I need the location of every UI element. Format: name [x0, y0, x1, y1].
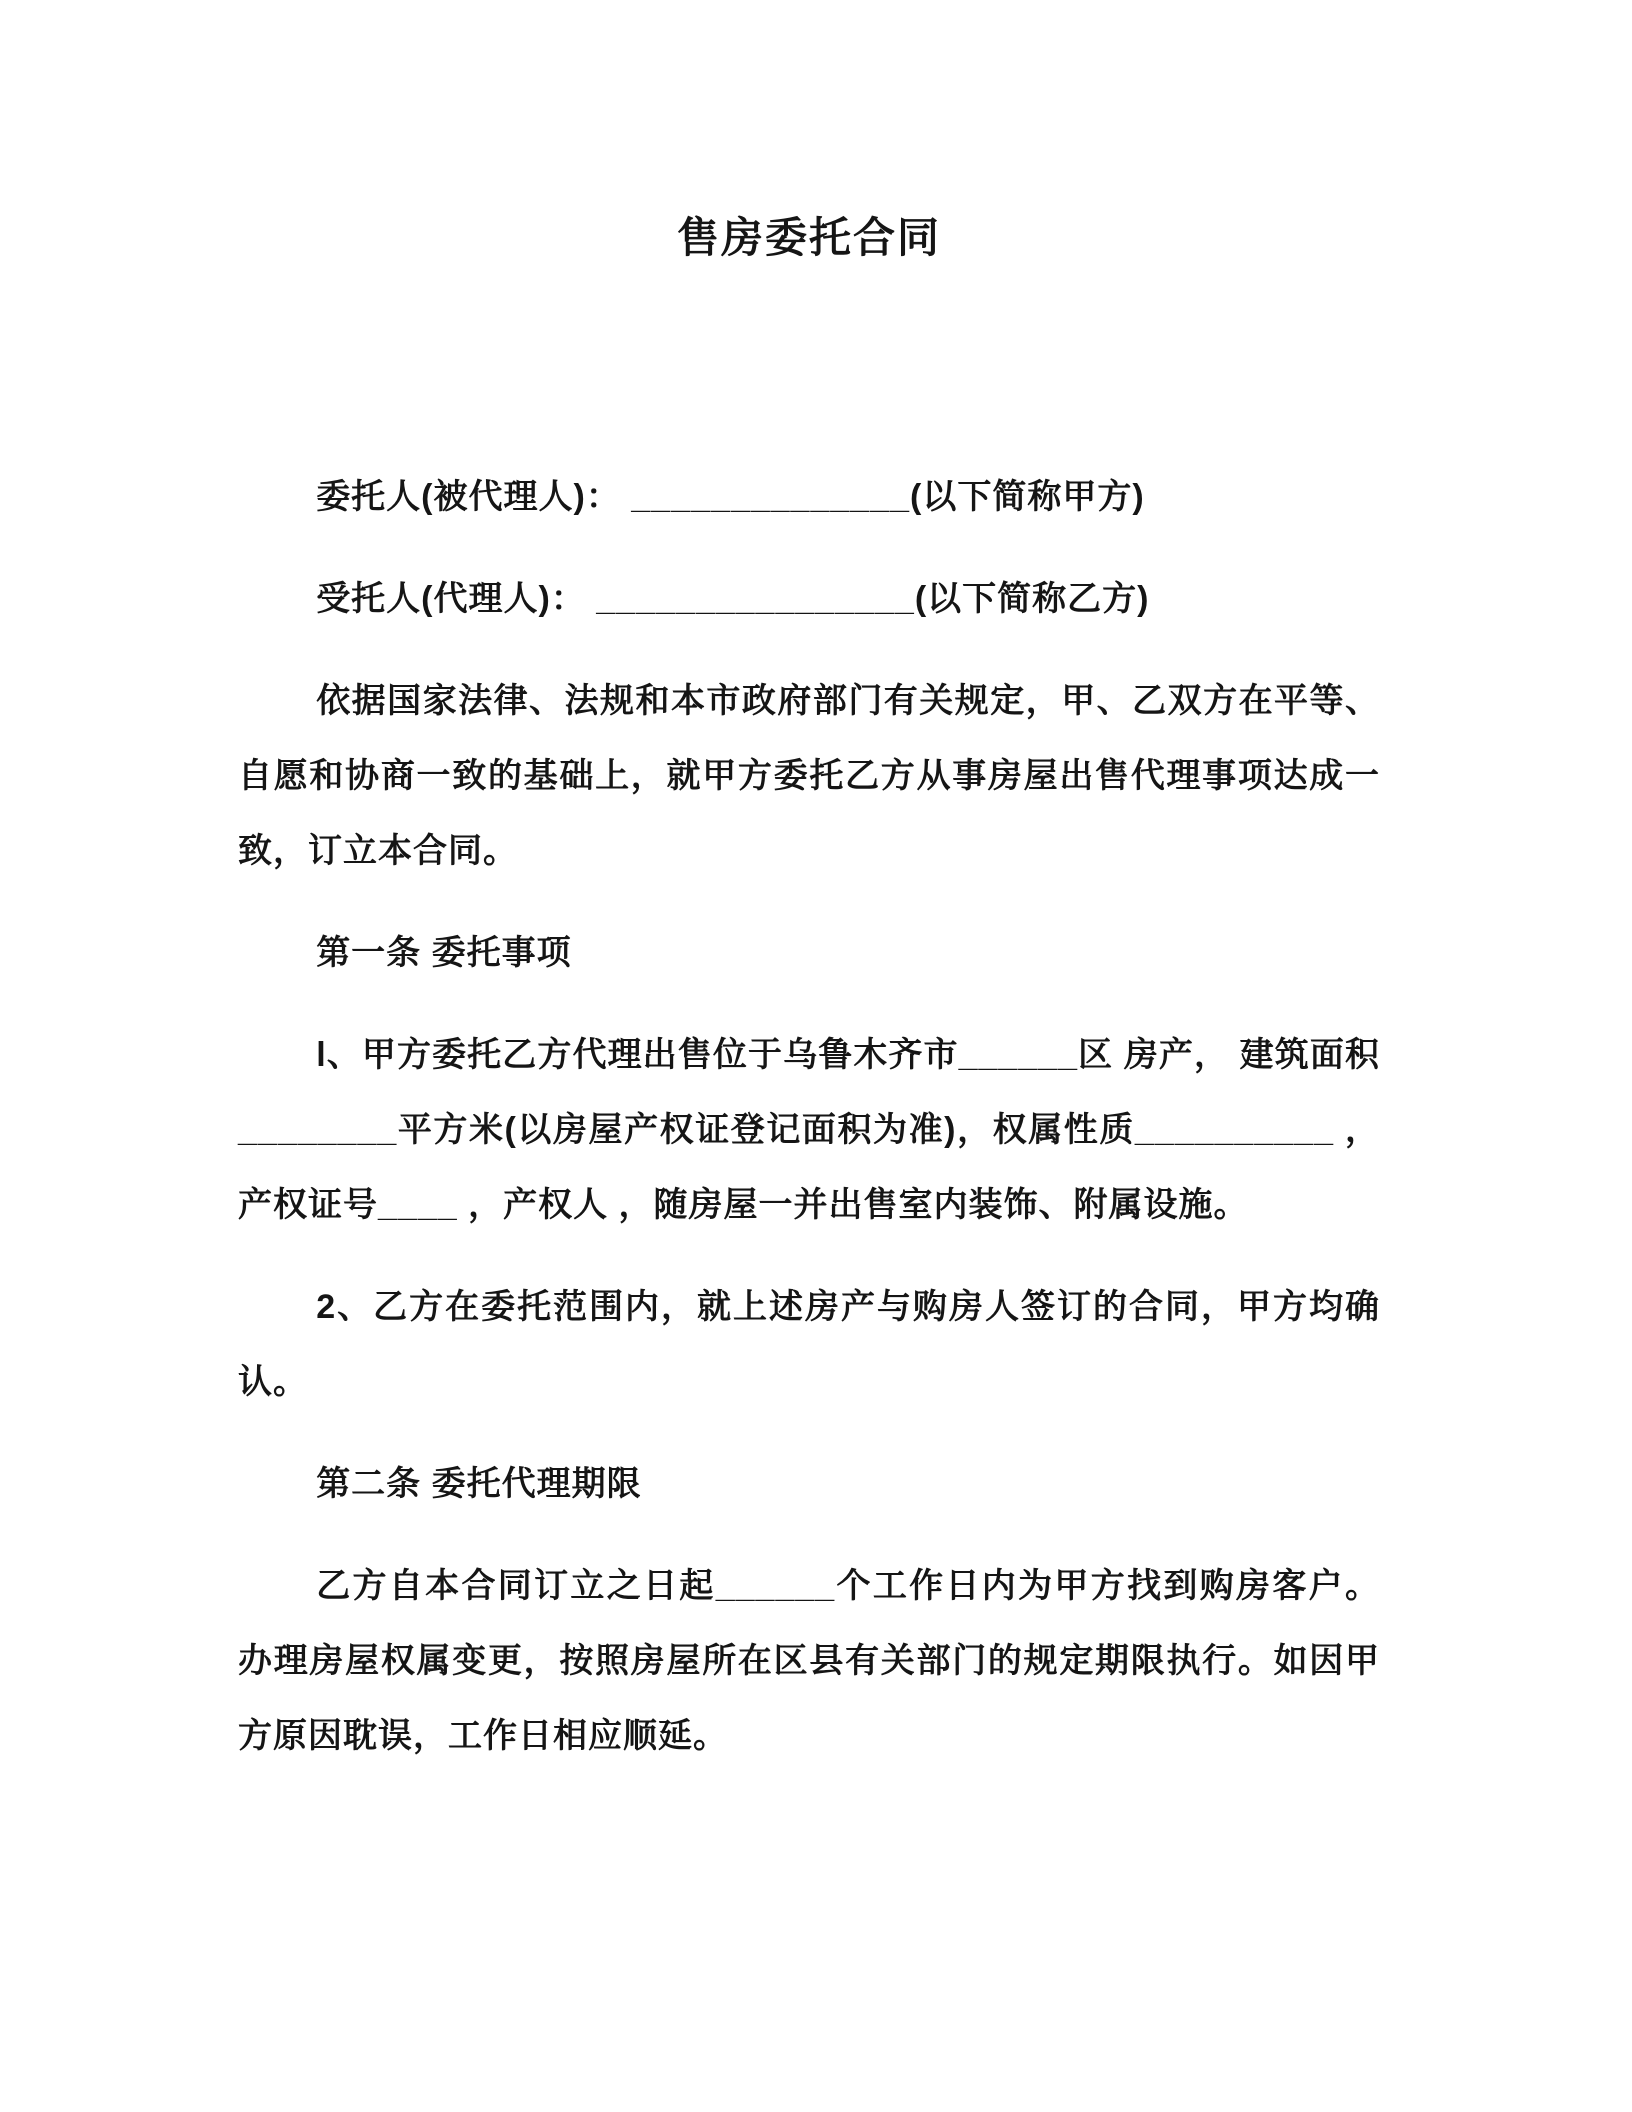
- entrustor-field-line: 委托人(被代理人)： ______________(以下简称甲方): [316, 478, 1145, 516]
- article-1-heading: 第一条 委托事项: [316, 934, 572, 972]
- article-1-clause-2: 2、乙方在委托范围内，就上述房产与购房人签订的合同，甲方均确认。: [238, 1288, 1380, 1401]
- preamble-paragraph: 依据国家法律、法规和本市政府部门有关规定，甲、乙双方在平等、自愿和协商一致的基础上，就甲方委托乙方从事房屋出售代理事项达成一致，订立本合同。: [238, 682, 1380, 870]
- article-2-clause-1: 乙方自本合同订立之日起______个工作日内为甲方找到购房客户。办理房屋权属变更，按照房屋所在区县有关部门的规定期限执行。如因甲方原因耽误，工作日相应顺延。: [238, 1567, 1380, 1755]
- article-1-clause-1: l、甲方委托乙方代理出售位于乌鲁木齐市______区 房产， 建筑面积________平方米(以房屋产权证登记面积为准)，权属性质__________ ，产权证号____ ，产权人 ，随房屋一并出售室内装饰、附属设施。: [238, 1036, 1380, 1224]
- article-2-heading: 第二条 委托代理期限: [316, 1465, 642, 1503]
- entrustee-field-line: 受托人(代理人)： ________________(以下简称乙方): [316, 580, 1150, 618]
- document-title: 售房委托合同: [676, 214, 941, 261]
